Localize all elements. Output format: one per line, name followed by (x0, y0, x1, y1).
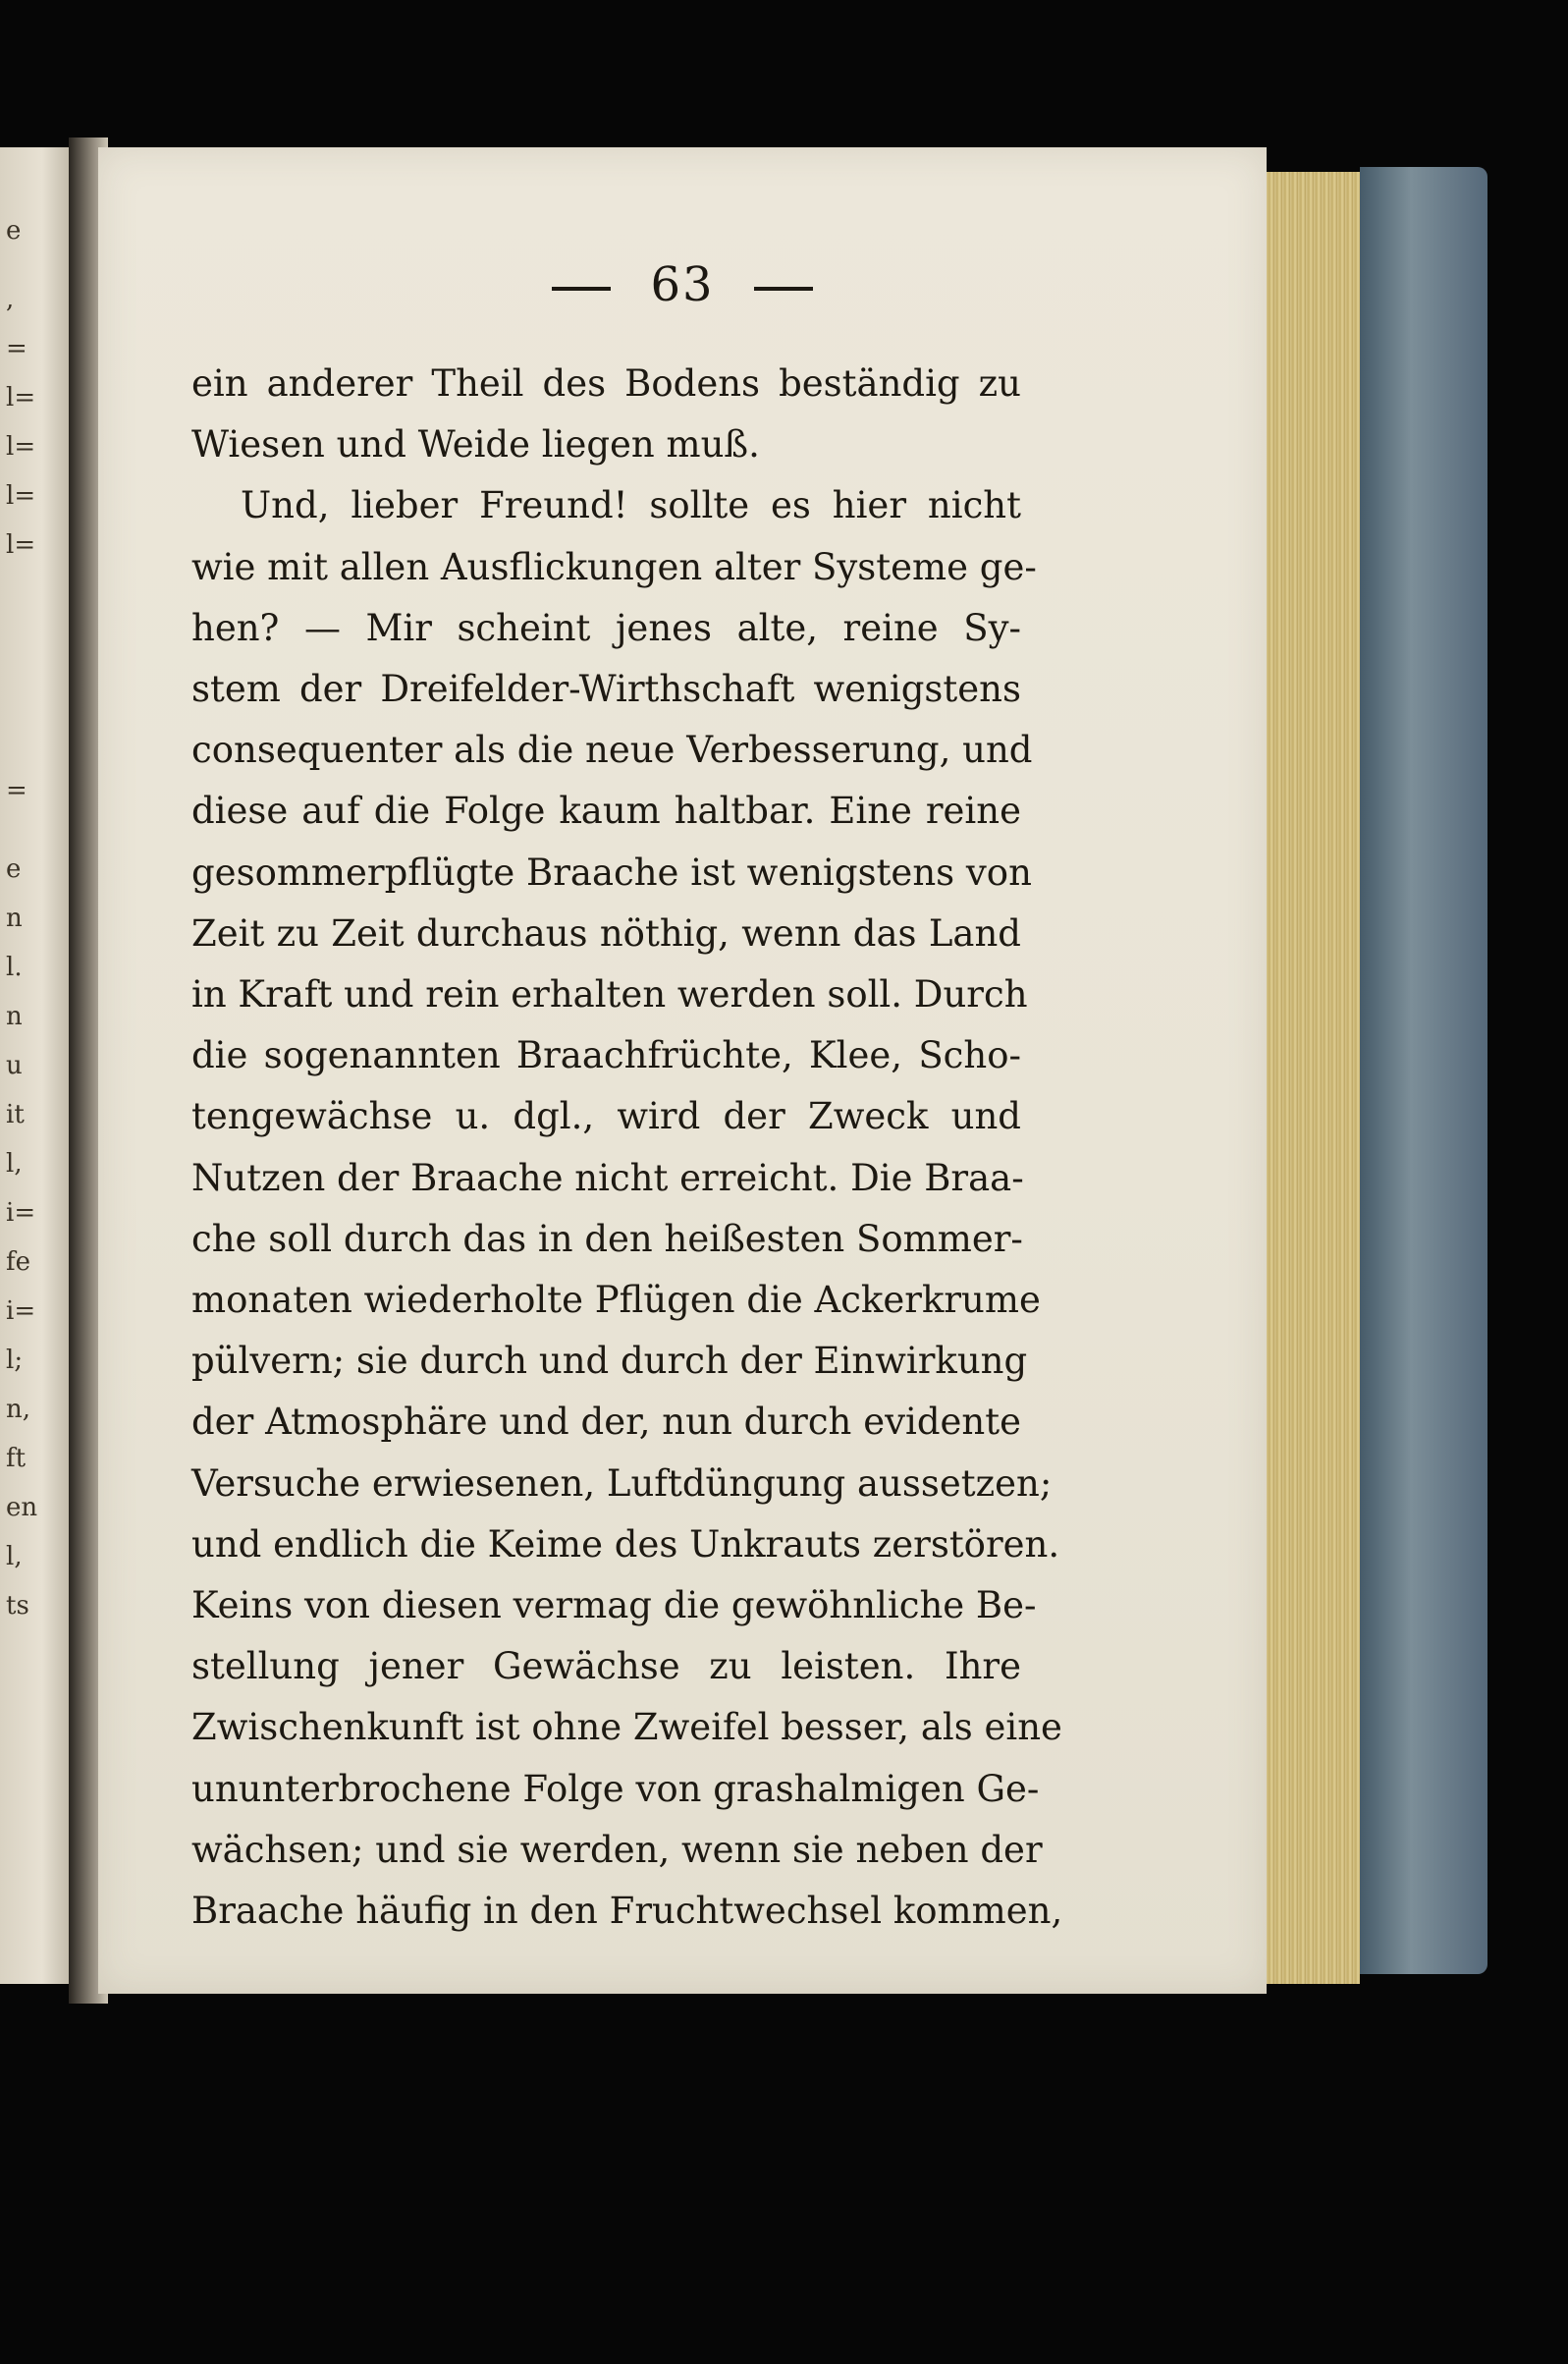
left-page-fragment: , (6, 285, 15, 314)
page-header (98, 257, 1267, 312)
left-page-fragment: it (6, 1100, 25, 1129)
page-edge-block (1267, 172, 1360, 1984)
left-page-fragment: l, (6, 1149, 23, 1179)
text-line: Versuche erwiesenen, Luftdüngung aussetzen; (191, 1461, 1053, 1505)
text-line: Wiesen und Weide liegen muß. (191, 423, 760, 467)
text-line: diese auf die Folge kaum haltbar. Eine reine (191, 790, 1021, 833)
text-line: wächsen; und sie werden, wenn sie neben der (191, 1828, 1043, 1871)
page-number: 63 (650, 257, 715, 312)
text-line: che soll durch das in den heißesten Sommer- (191, 1217, 1023, 1260)
text-line: Und, lieber Freund! sollte es hier nicht (241, 484, 1021, 527)
left-page-fragment: l= (6, 481, 36, 511)
left-page-fragment: ft (6, 1444, 27, 1473)
text-line: tengewächse u. dgl., wird der Zweck und (191, 1095, 1021, 1138)
text-line: ununterbrochene Folge von grashalmigen Ge- (191, 1767, 1040, 1810)
left-facing-page (0, 147, 77, 1984)
text-line: Keins von diesen vermag die gewöhnliche Be- (191, 1584, 1037, 1626)
left-page-fragment: = (6, 334, 27, 363)
text-line: ein anderer Theil des Bodens beständig zu (191, 362, 1021, 405)
left-page-fragment: i= (6, 1198, 36, 1228)
text-line: pülvern; sie durch und durch der Einwirkung (191, 1340, 1028, 1383)
left-page-fragment: ts (6, 1591, 29, 1621)
left-page-fragment: e (6, 854, 22, 884)
text-line: wie mit allen Ausflickungen alter Systeme ge- (191, 545, 1037, 588)
left-page-fragment: n, (6, 1395, 31, 1424)
text-line: Zeit zu Zeit durchaus nöthig, wenn das Land (191, 911, 1021, 955)
left-page-fragment: l; (6, 1346, 24, 1375)
left-page-fragment: l= (6, 432, 36, 462)
left-page-fragment: e (6, 216, 22, 246)
left-page-fragment: i= (6, 1296, 36, 1326)
left-page-fragment: l, (6, 1542, 23, 1571)
text-line: Zwischenkunft ist ohne Zweifel besser, als eine (191, 1706, 1062, 1749)
text-line: und endlich die Keime des Unkrauts zerstören. (191, 1522, 1060, 1566)
left-page-fragment: u (6, 1051, 23, 1080)
left-page-fragment: l. (6, 953, 23, 982)
text-line: hen? — Mir scheint jenes alte, reine Sy- (191, 606, 1021, 649)
text-line: der Atmosphäre und der, nun durch evidente (191, 1401, 1021, 1444)
header-dash-right (754, 287, 813, 291)
header-dash-left (552, 287, 611, 291)
text-line: Nutzen der Braache nicht erreicht. Die Braa- (191, 1156, 1024, 1199)
left-page-fragment: en (6, 1493, 38, 1522)
text-line: consequenter als die neue Verbesserung, und (191, 729, 1033, 772)
text-line: Braache häufig in den Fruchtwechsel kommen, (191, 1890, 1063, 1932)
left-page-fragment: n (6, 1002, 23, 1031)
left-page-fragment: fe (6, 1247, 31, 1277)
text-line: gesommerpflügte Braache ist wenigstens von (191, 851, 1032, 894)
book-cover-edge (1360, 167, 1487, 1974)
text-line: in Kraft und rein erhalten werden soll. Durch (191, 973, 1028, 1016)
text-line: stem der Dreifelder-Wirthschaft wenigstens (191, 668, 1021, 710)
text-line: die sogenannten Braachfrüchte, Klee, Scho- (191, 1034, 1021, 1077)
left-page-fragment: l= (6, 530, 36, 560)
text-line: stellung jener Gewächse zu leisten. Ihre (191, 1645, 1021, 1688)
text-line: monaten wiederholte Pflügen die Ackerkrume (191, 1279, 1041, 1321)
left-page-fragment: l= (6, 383, 36, 412)
left-page-fragment: n (6, 904, 23, 933)
left-page-fragment: = (6, 776, 27, 805)
